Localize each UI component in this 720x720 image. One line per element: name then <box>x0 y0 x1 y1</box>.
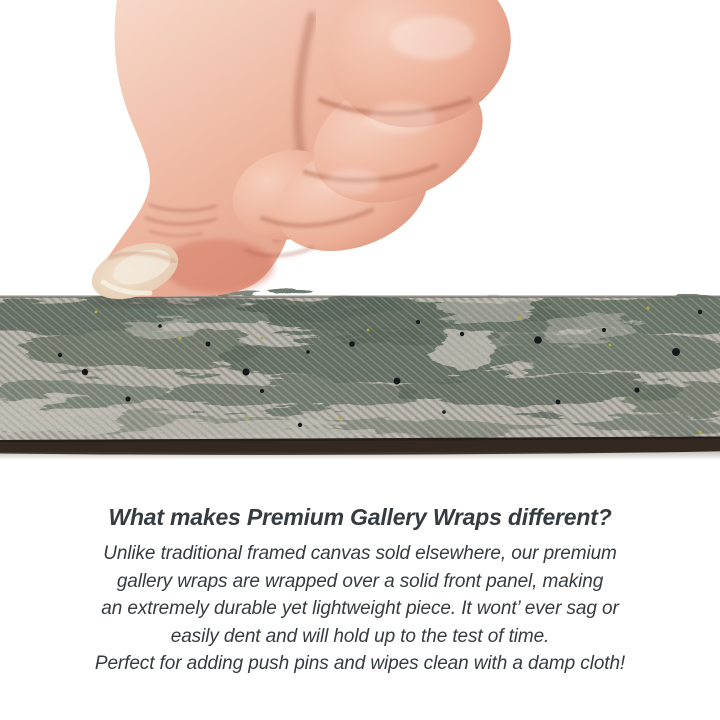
info-line-1: Unlike traditional framed canvas sold elsewhere, our premium <box>103 543 617 564</box>
hand <box>84 0 531 310</box>
canvas-strip <box>0 296 720 461</box>
info-text-block <box>0 502 720 678</box>
info-line-4: easily dent and will hold up to the test of time. <box>170 625 550 647</box>
info-line-5: Perfect for adding push pins and wipes clean with a damp cloth! <box>94 653 626 675</box>
canvas-grain <box>0 297 720 440</box>
info-line-3: an extremely durable yet lightweight piece. It wont’ ever sag or <box>101 598 619 620</box>
thumb-pad-blush <box>162 239 274 293</box>
info-heading: What makes Premium Gallery Wraps different? <box>108 504 612 530</box>
thumb-contact-shadow <box>90 298 250 308</box>
canvas-drop-shadow <box>0 452 720 460</box>
info-line-2: gallery wraps are wrapped over a solid front panel, making <box>116 570 604 592</box>
